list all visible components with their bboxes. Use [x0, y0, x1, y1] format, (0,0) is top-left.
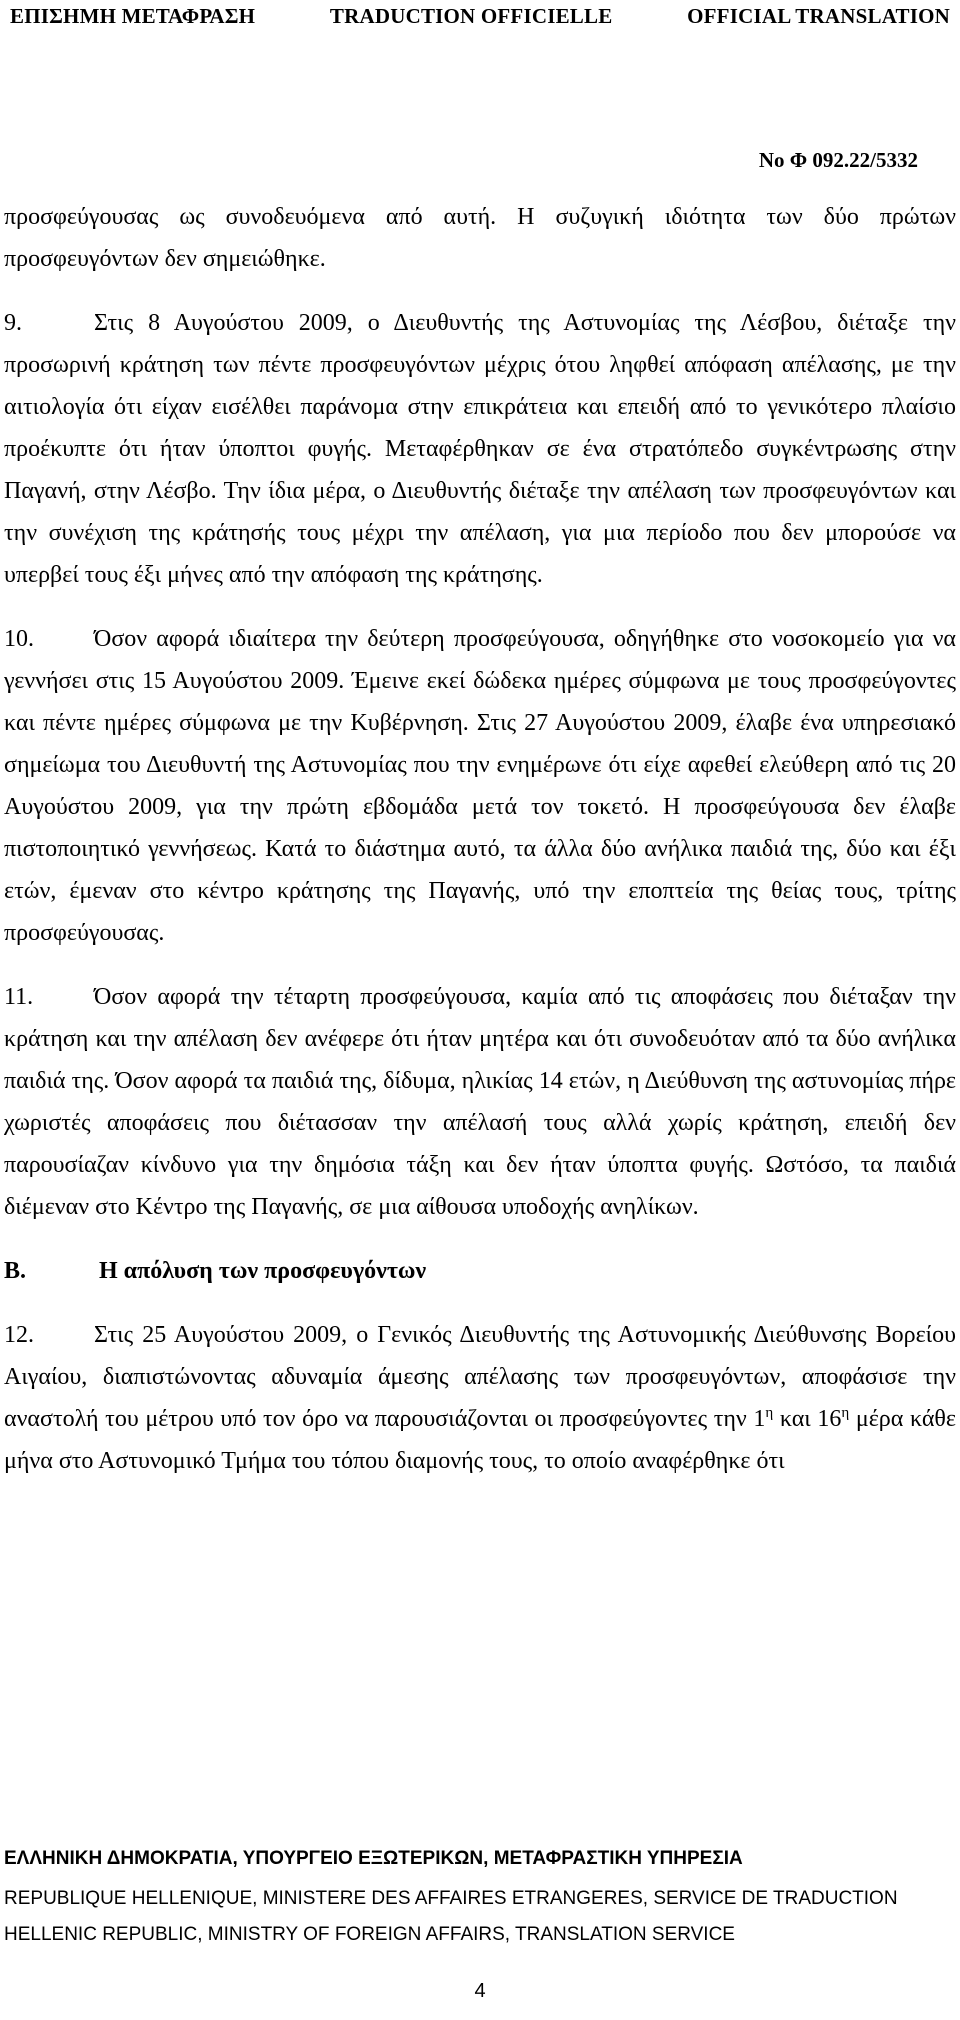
paragraph-9-number: 9.	[4, 310, 22, 336]
footer-line-greek: ΕΛΛΗΝΙΚΗ ΔΗΜΟΚΡΑΤΙΑ, ΥΠΟΥΡΓΕΙΟ ΕΞΩΤΕΡΙΚΩΝ, ΜΕΤΑΦΡΑΣΤΙΚΗ ΥΠΗΡΕΣΙΑ	[4, 1848, 743, 1869]
section-number: B.	[4, 1258, 27, 1284]
reference-number: No Φ 092.22/5332	[758, 148, 918, 172]
document-body	[0, 196, 960, 1504]
header-banner	[0, 4, 960, 29]
paragraph-11-number: 11.	[4, 984, 34, 1010]
paragraph-11-text: Όσον αφορά την τέταρτη προσφεύγουσα, καμία από τις αποφάσεις που διέταξαν την κράτηση και την απέλαση δεν ανέφερε ότι ήταν μητέρα και ότι συνοδευόταν από τα δύο ανήλικα παιδιά της. Όσον αφορά τα παιδιά της, δίδυμα, ηλικίας 14 ετών, η Διεύθυνση της αστυνομίας πήρε χωριστές αποφάσεις που διέτασσαν την απέλασή τους αλλά χωρίς κράτηση, επειδή δεν παρουσίαζαν κίνδυνο για την δημόσια τάξη και δεν ήταν ύποπτα φυγής. Ωστόσο, τα παιδιά διέμεναν στο Κέντρο της Παγανής, σε μια αίθουσα υποδοχής ανηλίκων.	[4, 984, 956, 1220]
footer-line-french: REPUBLIQUE HELLENIQUE, MINISTERE DES AFFAIRES ETRANGERES, SERVICE DE TRADUCTION	[4, 1888, 898, 1909]
paragraph-12-text-a: Στις 25 Αυγούστου 2009, ο Γενικός Διευθυντής της Αστυνομικής Διεύθυνσης Βορείου Αιγαίου, διαπιστώνοντας αδυναμία άμεσης απέλασης των προσφευγόντων, αποφάσισε την αναστολή του μέτρου υπό τον όρο να παρουσιάζονται οι προσφεύγοντες την 1	[4, 1322, 956, 1432]
paragraph-11	[4, 976, 956, 1228]
paragraph-9	[4, 302, 956, 596]
section-title: Η απόλυση των προσφευγόντων	[99, 1258, 427, 1284]
paragraph-12	[4, 1314, 956, 1482]
header-greek: ΕΠΙΣΗΜΗ ΜΕΤΑΦΡΑΣΗ	[10, 4, 256, 28]
paragraph-12-text-c: μέρα κάθε μήνα στο Αστυνομικό Τμήμα του τόπου διαμονής τους, το οποίο αναφέρθηκε ότι	[4, 1406, 956, 1474]
header-english: OFFICIAL TRANSLATION	[687, 4, 950, 28]
paragraph-12-superscript-1: η	[765, 1405, 774, 1421]
page-number: 4	[474, 1980, 486, 2002]
footer-line-english: HELLENIC REPUBLIC, MINISTRY OF FOREIGN AFFAIRS, TRANSLATION SERVICE	[4, 1924, 735, 1945]
paragraph-9-text: Στις 8 Αυγούστου 2009, ο Διευθυντής της Αστυνομίας της Λέσβου, διέταξε την προσωρινή κράτηση των πέντε προσφευγόντων μέχρις ότου ληφθεί απόφαση απέλασης, με την αιτιολογία ότι είχαν εισέλθει παράνομα στην επικράτεια και επειδή από το γενικότερο πλαίσιο προέκυπτε ότι ήταν ύποπτοι φυγής. Μεταφέρθηκαν σε ένα στρατόπεδο συγκέντρωσης στην Παγανή, στην Λέσβο. Την ίδια μέρα, ο Διευθυντής διέταξε την απέλαση των προσφευγόντων και την συνέχιση της κράτησής τους μέχρι την απέλαση, για μια περίοδο που δεν μπορούσε να υπερβεί τους έξι μήνες από την απόφαση της κράτησης.	[4, 310, 956, 588]
paragraph-12-text-b: και 16	[773, 1406, 842, 1432]
paragraph-10-text: Όσον αφορά ιδιαίτερα την δεύτερη προσφεύγουσα, οδηγήθηκε στο νοσοκομείο για να γεννήσει στις 15 Αυγούστου 2009. Έμεινε εκεί δώδεκα ημέρες σύμφωνα με τους προσφεύγοντες και πέντε ημέρες σύμφωνα με την Κυβέρνηση. Στις 27 Αυγούστου 2009, έλαβε ένα υπηρεσιακό σημείωμα του Διευθυντή της Αστυνομίας που την ενημέρωνε ότι είχε αφεθεί ελεύθερη από τις 20 Αυγούστου 2009, για την πρώτη εβδομάδα μετά τον τοκετό. Η προσφεύγουσα δεν έλαβε πιστοποιητικό γεννήσεως. Κατά το διάστημα αυτό, τα άλλα δύο ανήλικα παιδιά της, δύο και έξι ετών, έμεναν στο κέντρο κράτησης της Παγανής, υπό την εποπτεία της θείας τους, τρίτης προσφεύγουσας.	[4, 626, 956, 946]
paragraph-12-number: 12.	[4, 1322, 34, 1348]
header-french: TRADUCTION OFFICIELLE	[329, 4, 613, 28]
paragraph-10-number: 10.	[4, 626, 34, 652]
paragraph-intro-text: προσφεύγουσας ως συνοδευόμενα από αυτή. Η συζυγική ιδιότητα των δύο πρώτων προσφευγόντων δεν σημειώθηκε.	[4, 204, 956, 272]
paragraph-intro	[4, 196, 956, 280]
paragraph-12-superscript-2: η	[841, 1405, 850, 1421]
section-heading	[4, 1250, 956, 1292]
paragraph-10	[4, 618, 956, 954]
